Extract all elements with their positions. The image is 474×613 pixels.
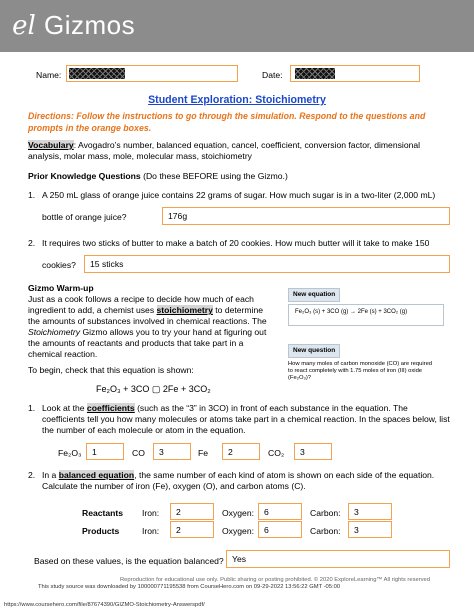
wq1-text [42,403,454,436]
name-label: Name: [36,70,62,80]
check-equation-text: To begin, check that this equation is shown: [28,365,194,375]
co-value: 3 [159,446,164,457]
reactants-label: Reactants [82,508,124,518]
reactants-oxygen-label: Oxygen: [222,508,255,518]
balanced-prompt: Based on these values, is the equation balanced? [34,556,224,566]
warmup-equation: Fe₂O₃ + 3CO ▢ 2Fe + 3CO₂ [96,384,211,394]
wq1-line-1a: Look at the [42,403,87,413]
sim-question-text: How many moles of carbon monoxide (CO) are required to react completely with 1.75 moles of iron (III) oxide (Fe₂O₃)? [288,361,433,381]
prior-knowledge-heading [28,171,288,182]
balanced-answer: Yes [232,554,247,564]
warmup-line-6: chemical reaction. [28,349,98,359]
products-carbon-value: 3 [354,524,359,535]
balanced-answer-field[interactable] [226,550,450,568]
prior-label: Prior Knowledge Questions [28,171,141,181]
reactants-iron-field[interactable] [170,503,214,520]
reactants-carbon-value: 3 [354,506,359,517]
reactants-oxygen-value: 6 [264,506,269,517]
reactants-iron-value: 2 [176,506,181,517]
co-label: CO [132,448,145,458]
warmup-line-2a: ingredient to add, a chemist uses [28,305,157,315]
q2-prompt: cookies? [42,260,76,270]
vocabulary-text: : Avogadro’s number, balanced equation, cancel, coefficient, conversion factor, dimensional analysis, molar mass, mole, molecular mass, stoichiometry [28,140,421,161]
coefficients-term: coefficients [86,403,135,413]
warmup-line-4b: Gizmo allows you to try your hand at figuring out [80,327,267,337]
products-carbon-label: Carbon: [310,526,341,536]
warmup-line-5: the amounts of reactants and products that take part in a [28,338,244,348]
warmup-heading: Gizmo Warm-up [28,283,94,293]
wq2-line-1c: , the same number of each kind of atom is shown on each side of the equation. [134,470,435,480]
wq2-line-1 [42,470,454,481]
wq2-number: 2. [28,470,36,480]
wq1-line-1c: (such as the “3” in 3CO) in front of each substance in the equation. The [134,403,408,413]
fe-field[interactable] [222,443,260,460]
name-field[interactable] [66,65,238,82]
source-url[interactable]: https://www.coursehero.com/file/87674390/GIZMO-Stoichiometry-Answerspdf/ [4,602,205,608]
date-field[interactable] [290,65,420,82]
wq2-text [42,470,454,492]
gizmos-logo: Gizmos [44,10,136,40]
co2-value: 3 [300,446,305,457]
vocabulary-label: Vocabulary [28,140,74,150]
reproduction-watermark: Reproduction for educational use only. Public sharing or posting prohibited. © 2020 ExploreLearning™ All rights reserved [120,577,430,583]
q1-number: 1. [28,190,36,200]
date-label: Date: [262,70,283,80]
fe2o3-value: 1 [92,446,97,457]
warmup-line-3: the amounts of substances involved in chemical reactions. The [28,316,267,326]
directions: Directions: Follow the instructions to go through the simulation. Respond to the questions and prompts in the orange boxes. [28,111,426,133]
gizmos-header [0,0,474,52]
q1-text: A 250 mL glass of orange juice contains 22 grams of sugar. How much sugar is in a two-liter (2,000 mL) [42,190,436,200]
warmup-line-2 [28,305,286,316]
warmup-line-1: Just as a cook follows a recipe to decide how much of each [28,294,254,304]
co-field[interactable] [153,443,191,460]
gizmo-name: Stoichiometry [28,327,81,337]
fe2o3-label: Fe₂O₃ [58,448,82,458]
products-iron-label: Iron: [142,526,160,536]
fe-value: 2 [228,446,233,457]
new-equation-button[interactable]: New equation [288,288,340,302]
source-note: This study source was downloaded by 100000771195538 from CourseHero.com on 09-29-2022 13:56:22 GMT -05:00 [38,584,341,590]
prior-note: (Do these BEFORE using the Gizmo.) [140,171,288,181]
fe2o3-field[interactable] [86,443,124,460]
products-oxygen-label: Oxygen: [222,526,255,536]
sim-equation-display: Fe₂O₃ (s) + 3CO (g) → 2Fe (s) + 3CO₂ (g) [288,304,444,326]
q1-answer-field[interactable] [162,207,450,225]
vocabulary [28,140,448,162]
balanced-equation-term: balanced equation [58,470,135,480]
wq2-line-2: Calculate the number of iron (Fe), oxygen (O), and carbon atoms (C). [42,481,306,491]
warmup-line-4 [28,327,286,338]
q2-answer: 15 sticks [90,259,124,269]
stoichiometry-term: stoichiometry [156,305,213,315]
wq2-line-1a: In a [42,470,59,480]
products-oxygen-field[interactable] [258,521,302,538]
page-title: Student Exploration: Stoichiometry [148,94,326,106]
el-logo-icon: el [12,11,36,41]
q2-text: It requires two sticks of butter to make a batch of 20 cookies. How much butter will it take to make 150 [42,238,430,248]
reactants-carbon-label: Carbon: [310,508,341,518]
warmup-line-2c: to determine [212,305,264,315]
wq1-number: 1. [28,403,36,413]
name-redaction [69,68,125,79]
new-question-button[interactable]: New question [288,344,340,358]
reactants-carbon-field[interactable] [348,503,392,520]
co2-field[interactable] [294,443,332,460]
q2-answer-field[interactable] [84,255,450,273]
products-iron-field[interactable] [170,521,214,538]
products-label: Products [82,526,120,536]
products-iron-value: 2 [176,524,181,535]
q1-prompt: bottle of orange juice? [42,212,127,222]
products-carbon-field[interactable] [348,521,392,538]
co2-label: CO₂ [268,448,285,458]
wq1-line-1 [42,403,454,414]
fe-label: Fe [198,448,209,458]
q2-number: 2. [28,238,36,248]
products-oxygen-value: 6 [264,524,269,535]
wq1-line-3: the number of each molecule or atom in the equation. [42,425,246,435]
reactants-oxygen-field[interactable] [258,503,302,520]
reactants-iron-label: Iron: [142,508,160,518]
q1-answer: 176g [168,211,188,221]
wq1-line-2: coefficients tell you how many molecules or atoms take part in a chemical reaction. In the spaces below, list [42,414,450,424]
warmup-paragraph [28,294,286,360]
date-redaction [295,68,335,79]
simulation-panel [286,286,446,386]
